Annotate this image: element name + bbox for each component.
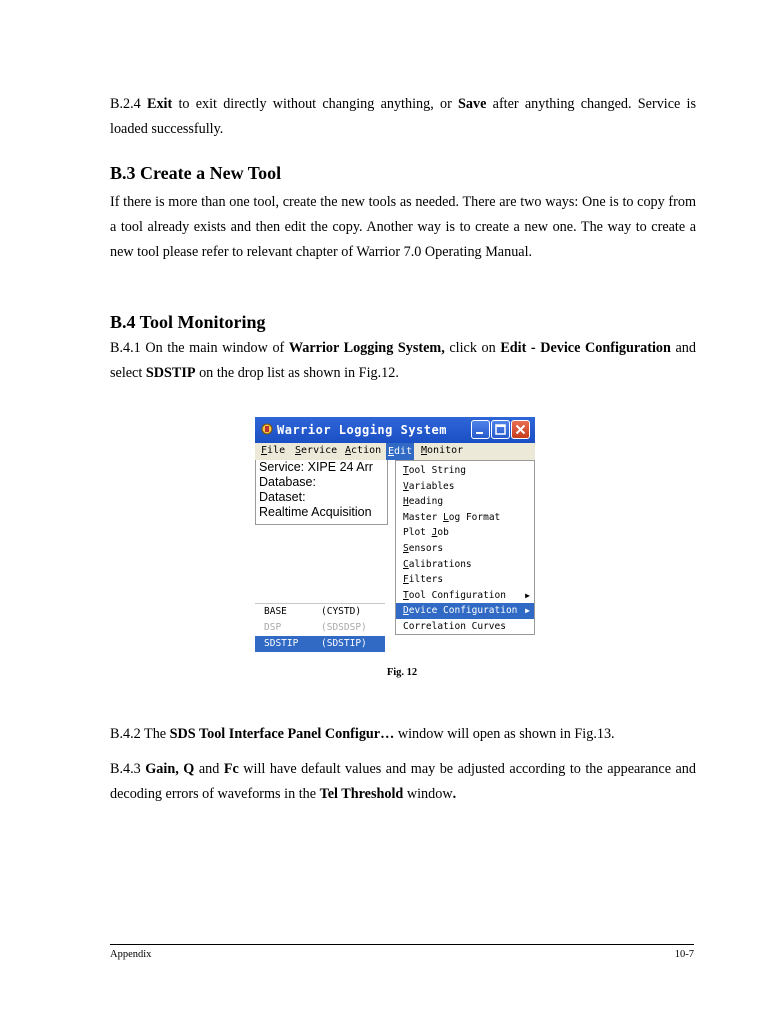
device-name: SDSTIP	[264, 638, 299, 649]
menu-label: dit	[394, 446, 413, 457]
device-name: DSP	[264, 622, 282, 633]
bold-run: Fc	[223, 761, 239, 777]
menu-item-label: alibrations	[408, 558, 472, 570]
menu-item-tool-configuration[interactable]	[396, 588, 534, 604]
bold-run: .	[452, 786, 457, 802]
figure-screenshot	[255, 417, 535, 653]
text-run: to exit directly without changing anything, or	[172, 96, 459, 112]
menu-item-calibrations[interactable]	[396, 557, 534, 573]
heading-b3: B.3 Create a New Tool	[110, 163, 282, 183]
menu-item-correlation-curves[interactable]	[396, 619, 534, 635]
menu-item-label: ilters	[408, 574, 444, 586]
device-select-list	[255, 603, 385, 652]
menu-mnemonic: A	[345, 445, 352, 456]
device-option-dsp[interactable]	[255, 620, 385, 636]
menu-item-label: og Format	[448, 511, 501, 523]
bold-run: SDSTIP	[145, 365, 196, 381]
menu-item-label: ool String	[408, 465, 466, 476]
window-titlebar	[255, 417, 535, 443]
menu-label: onitor	[427, 445, 464, 456]
menu-mnemonic: T	[403, 465, 409, 476]
text-run: window	[403, 786, 453, 802]
menu-mnemonic: S	[403, 543, 409, 554]
menu-item-label: ool Configuration	[408, 589, 506, 601]
edit-dropdown-menu	[395, 460, 535, 635]
menu-label: ction	[351, 445, 382, 456]
menu-item-label: ensors	[408, 543, 444, 554]
menu-item-plot-job[interactable]	[396, 525, 534, 541]
menu-service[interactable]	[295, 445, 337, 456]
text-run: and select	[110, 340, 696, 381]
close-button[interactable]	[511, 420, 530, 439]
exit-term: Exit	[146, 96, 173, 112]
bold-run: SDS Tool Interface Panel Configur…	[169, 726, 395, 742]
menu-item-sensors[interactable]	[396, 541, 534, 557]
paragraph-b4-3	[110, 757, 696, 807]
text-run: B.4.3	[110, 761, 146, 777]
bold-run: Edit - Device Configuration	[500, 340, 671, 356]
menu-item-label: Master	[403, 511, 444, 523]
submenu-arrow-icon: ▶	[525, 606, 530, 616]
menu-item-label: eading	[408, 496, 444, 508]
menu-edit[interactable]	[386, 443, 414, 460]
menu-action[interactable]	[345, 445, 381, 456]
menu-item-heading[interactable]	[396, 494, 534, 510]
heading-b4: B.4 Tool Monitoring	[110, 312, 266, 332]
text-run: B.4.1 On the main window of	[110, 340, 289, 356]
minimize-button[interactable]	[471, 420, 490, 439]
menu-mnemonic: F	[403, 574, 409, 586]
save-term: Save	[458, 96, 487, 112]
menu-item-filters[interactable]	[396, 572, 534, 588]
window-title: Warrior Logging System	[277, 423, 447, 437]
menu-item-device-configuration[interactable]	[396, 603, 534, 619]
menu-item-label: ob	[437, 527, 449, 539]
text-run: B.4.2 The	[110, 726, 170, 742]
menu-item-master-log-format[interactable]	[396, 510, 534, 526]
page-number: 10-7	[674, 949, 694, 960]
menu-item-label: ariables	[408, 480, 455, 492]
paragraph-b2-4	[110, 92, 696, 142]
menu-monitor[interactable]	[421, 445, 463, 456]
menu-file[interactable]	[261, 445, 285, 456]
status-panel	[255, 460, 388, 525]
paragraph-b4-1	[110, 336, 696, 386]
menu-item-label: Correlation Curves	[403, 621, 506, 632]
device-code: (SDSDSP)	[321, 622, 367, 633]
menu-mnemonic: V	[403, 480, 409, 492]
paragraph-b3: If there is more than one tool, create the new tools as needed. There are two ways: One is to copy from a tool already exists and then edit the copy. Another way is to create a new one. The way to create a new tool please refer to relevant chapter of Warrior 7.0 Operating Manual.	[110, 194, 696, 260]
submenu-arrow-icon: ▶	[525, 590, 530, 600]
menu-item-tool-string[interactable]	[396, 463, 534, 479]
device-name: BASE	[264, 606, 287, 617]
bold-run: Gain, Q	[145, 761, 195, 777]
menu-mnemonic: M	[421, 445, 428, 456]
section-number: B.2.4	[110, 96, 141, 112]
menu-label: ervice	[301, 445, 338, 456]
menu-bar	[255, 443, 535, 460]
bold-run: Warrior Logging System,	[288, 340, 445, 356]
device-code: (SDSTIP)	[321, 638, 367, 649]
menu-mnemonic: L	[443, 511, 449, 523]
device-code: (CYSTD)	[321, 606, 362, 617]
device-option-sdstip[interactable]	[255, 636, 385, 652]
menu-mnemonic: F	[261, 445, 268, 456]
menu-mnemonic: J	[431, 527, 438, 539]
text-run: will have default values and may be adjusted according to the appearance and decoding errors of waveforms in the	[110, 761, 696, 802]
close-icon	[512, 421, 529, 438]
menu-mnemonic: C	[403, 558, 409, 570]
menu-label: ile	[267, 445, 286, 456]
minimize-icon	[472, 421, 489, 438]
menu-mnemonic: H	[403, 496, 409, 508]
menu-mnemonic: S	[295, 445, 302, 456]
footer-divider	[110, 944, 694, 945]
text-run: click on	[444, 340, 501, 356]
status-acquisition: Realtime Acquisition	[259, 505, 372, 519]
text-run: and	[194, 761, 224, 777]
menu-item-variables[interactable]	[396, 479, 534, 495]
text-run: after anything changed. Service is loaded successfully.	[110, 96, 697, 137]
text-run: window will open as shown in Fig.13.	[394, 726, 615, 742]
paragraph-b4-2	[110, 722, 696, 747]
status-service: Service: XIPE 24 Arr	[259, 460, 373, 474]
status-database: Database:	[259, 475, 316, 489]
footer-section: Appendix	[110, 949, 152, 960]
app-icon	[261, 423, 273, 435]
menu-mnemonic: E	[388, 446, 395, 457]
bold-run: Tel Threshold	[319, 786, 404, 802]
menu-item-label: evice Configuration	[408, 605, 518, 617]
menu-mnemonic: D	[403, 605, 409, 617]
device-option-base[interactable]	[255, 604, 385, 620]
menu-item-label: Plot	[403, 527, 432, 539]
status-dataset: Dataset:	[259, 490, 306, 504]
menu-mnemonic: T	[403, 589, 409, 601]
maximize-icon	[492, 421, 509, 438]
text-run: on the drop list as shown in Fig.12.	[195, 365, 399, 381]
maximize-button[interactable]	[491, 420, 510, 439]
figure-caption: Fig. 12	[386, 667, 418, 678]
